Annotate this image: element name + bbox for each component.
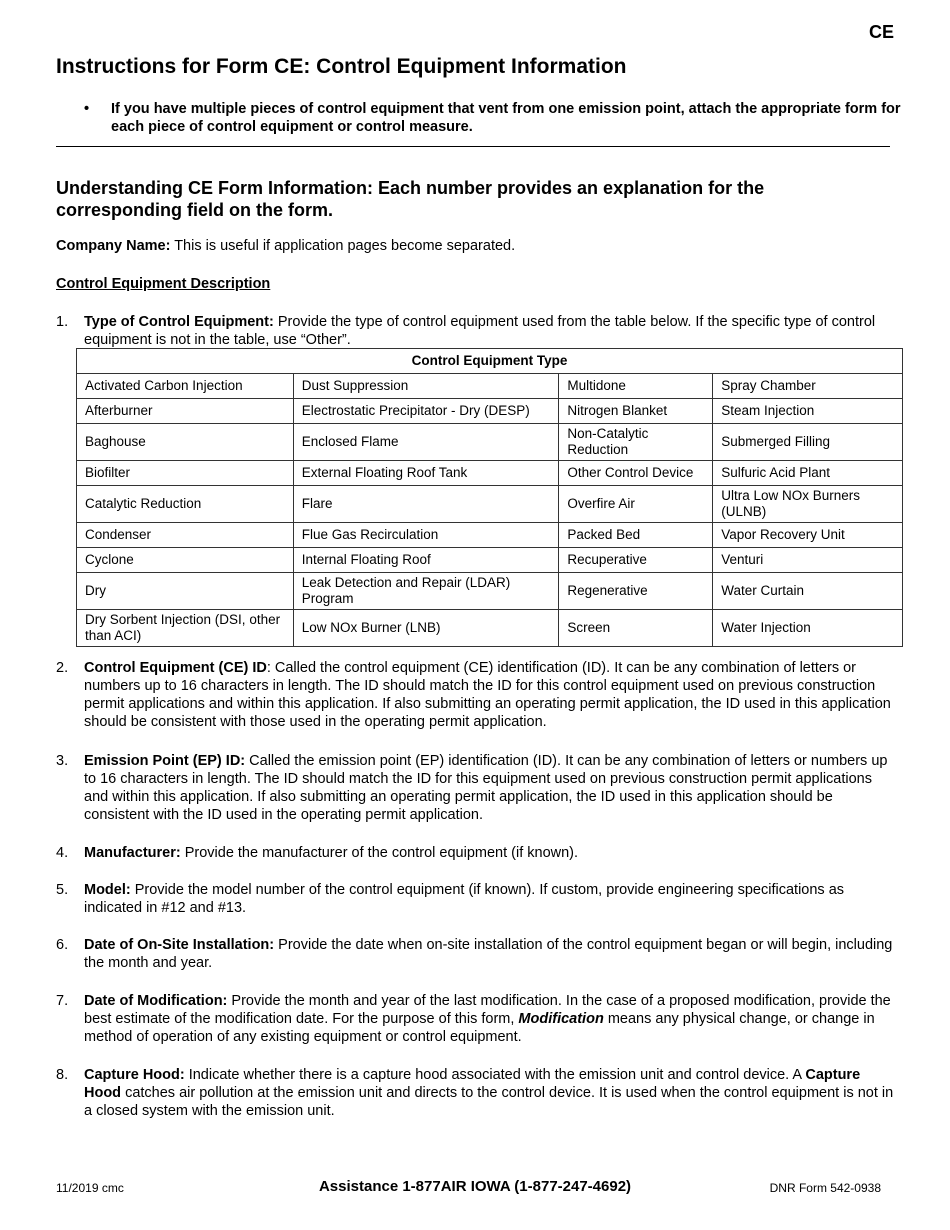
item-label: Emission Point (EP) ID: [84,753,246,769]
item-number: 3. [56,753,69,769]
item-number: 4. [56,845,69,861]
table-cell: Internal Floating Roof [293,548,559,573]
item-label: Manufacturer: [84,845,181,861]
form-code: CE [868,22,894,42]
item-text: Provide the model number of the control equipment (if known). If custom, provide engineering specifications as indicated in #12 and #13. [84,882,845,916]
bullet-text: If you have multiple pieces of control equipment that vent from one emission point, attach the appropriate form for each piece of control equipment or control measure. [111,101,901,135]
table-cell: Nitrogen Blanket [559,399,713,424]
table-row [77,424,903,461]
item-text: Provide the month and year of the last modification. In the case of a proposed modification, provide the best estimate of the modification date. For the purpose of this form, [84,993,891,1027]
item-8 [56,1066,896,1120]
footer-revision-date: 11/2019 cmc [56,1181,124,1195]
table-cell: Leak Detection and Repair (LDAR) Program [293,573,559,610]
page-title: Instructions for Form CE: Control Equipment Information [56,55,627,78]
table-cell: Low NOx Burner (LNB) [293,610,559,647]
table-cell: Afterburner [77,399,294,424]
item-1 [56,313,896,349]
item-4 [56,844,896,862]
section-subtitle: Understanding CE Form Information: Each number provides an explanation for the corresponding field on the form. [56,178,765,220]
item-3 [56,752,896,824]
item-text: Indicate whether there is a capture hood associated with the emission unit and control device. A [184,1067,806,1083]
instruction-bullet [84,100,923,136]
item-label: Type of Control Equipment: [84,314,274,330]
table-cell: Enclosed Flame [293,424,559,461]
table-cell: Spray Chamber [713,374,903,399]
table-cell: Venturi [713,548,903,573]
table-cell: Dry [77,573,294,610]
table-cell: Condenser [77,523,294,548]
table-cell: Recuperative [559,548,713,573]
company-name-label: Company Name: [56,238,171,254]
company-name-text: This is useful if application pages become separated. [170,238,516,254]
item-number: 8. [56,1067,69,1083]
table-row [77,523,903,548]
item-text: Called the emission point (EP) identification (ID). It can be any combination of letters or numbers up to 16 characters in length. The ID should match the ID for this equipment used on previous construction permit applications and within this application. If also submitting an operating permit application, the ID used in this application should be consistent with the ID used in the operating permit application. [84,753,888,823]
divider [56,146,890,147]
item-label: Control Equipment (CE) ID [84,660,267,676]
item-7 [56,992,896,1046]
table-cell: Water Curtain [713,573,903,610]
item-text: Provide the date when on-site installation of the control equipment began or will begin, including the month and year. [84,937,893,971]
footer-assistance-phone: Assistance 1-877AIR IOWA (1-877-247-4692) [318,1178,632,1195]
bullet-icon: • [84,101,90,117]
item-number: 7. [56,993,69,1009]
item-text: Provide the manufacturer of the control equipment (if known). [180,845,579,861]
table-cell: Dust Suppression [293,374,559,399]
table-cell: Dry Sorbent Injection (DSI, other than ACI) [77,610,294,647]
table-cell: Vapor Recovery Unit [713,523,903,548]
company-name-note [56,238,515,254]
item-text-continued: catches air pollution at the emission unit and directs to the control device. It is used when the control equipment is not in a closed system with the emission unit. [84,1085,894,1119]
table-row [77,461,903,486]
table-cell: Water Injection [713,610,903,647]
table-row [77,374,903,399]
table-cell: Regenerative [559,573,713,610]
table-row [77,548,903,573]
item-number: 6. [56,937,69,953]
table-cell: Packed Bed [559,523,713,548]
table-cell: Other Control Device [559,461,713,486]
item-number: 2. [56,660,69,676]
control-equipment-table [76,348,903,647]
table-row [77,486,903,523]
table-cell: External Floating Roof Tank [293,461,559,486]
item-label: Date of On-Site Installation: [84,937,275,953]
table-row [77,573,903,610]
footer-form-number: DNR Form 542-0938 [769,1181,881,1195]
item-label-inline: Capture Hood [84,1067,861,1101]
table-row [77,610,903,647]
item-label: Capture Hood: [84,1067,185,1083]
item-number: 5. [56,882,69,898]
table-header: Control Equipment Type [77,349,903,374]
table-cell: Electrostatic Precipitator - Dry (DESP) [293,399,559,424]
table-cell: Multidone [559,374,713,399]
table-row [77,399,903,424]
item-text: : Called the control equipment (CE) identification (ID). It can be any combination of letters or numbers up to 16 characters in length. The ID should match the ID for this control equipment used on previous construction permit applications and within this application. If also submitting an operating permit application, the ID used in this application should be consistent with those used in the operating permit application. [84,660,891,730]
item-5 [56,881,896,917]
item-number: 1. [56,314,69,330]
item-label: Date of Modification: [84,993,228,1009]
table-cell: Overfire Air [559,486,713,523]
item-text: Provide the type of control equipment used from the table below. If the specific type of control equipment is not in the table, use “Other”. [84,314,876,348]
section-heading: Control Equipment Description [56,276,271,292]
table-cell: Cyclone [77,548,294,573]
table-cell: Flare [293,486,559,523]
table-cell: Non-Catalytic Reduction [559,424,713,461]
table-cell: Biofilter [77,461,294,486]
table-cell: Baghouse [77,424,294,461]
table-cell: Sulfuric Acid Plant [713,461,903,486]
item-text-continued: means any physical change, or change in method of operation of any existing equipment or control equipment. [84,1011,875,1045]
table-cell: Steam Injection [713,399,903,424]
item-2 [56,659,896,731]
item-label: Model: [84,882,131,898]
table-cell: Ultra Low NOx Burners (ULNB) [713,486,903,523]
table-cell: Submerged Filling [713,424,903,461]
table-cell: Catalytic Reduction [77,486,294,523]
table-cell: Screen [559,610,713,647]
item-6 [56,936,896,972]
item-emphasis: Modification [518,1011,604,1027]
table-cell: Flue Gas Recirculation [293,523,559,548]
table-cell: Activated Carbon Injection [77,374,294,399]
